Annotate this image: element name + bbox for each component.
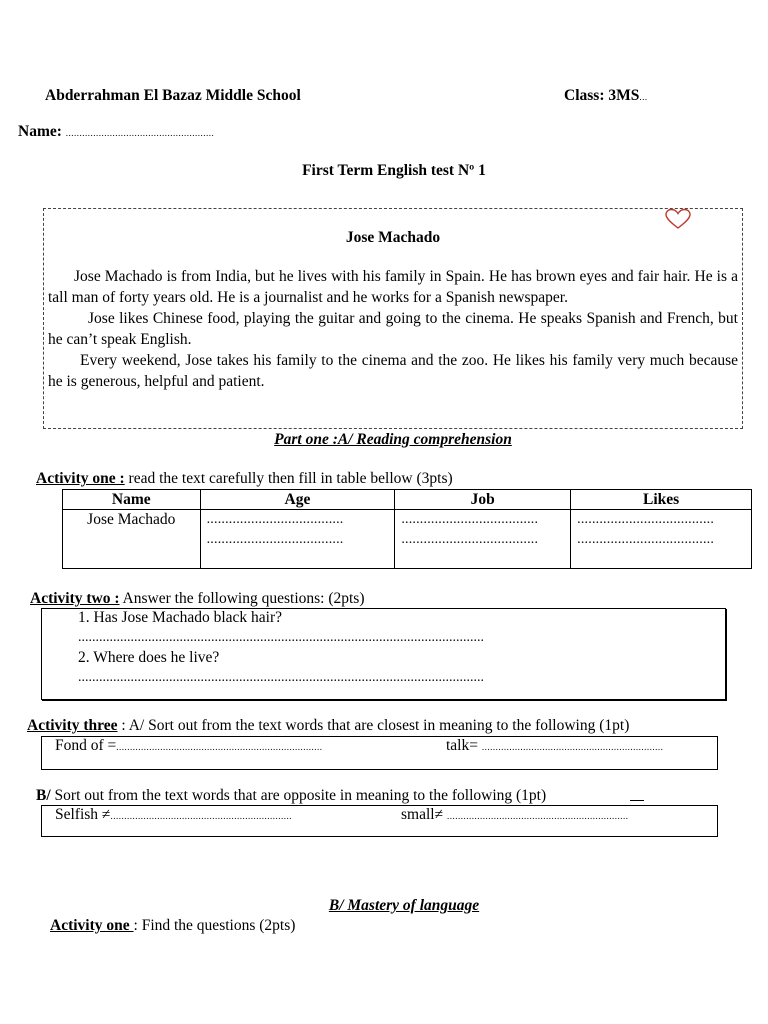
info-table [62, 489, 752, 569]
selfish-label: Selfish ≠ [55, 806, 111, 823]
part-one-heading: Part one :A/ Reading comprehension [274, 431, 512, 448]
table-cell-age[interactable] [200, 510, 395, 569]
talk-dots: .................................................................. [481, 742, 664, 752]
table-header-job: Job [395, 490, 571, 510]
part-b-activity-text: : Find the questions (2pts) [133, 917, 296, 934]
class-field [564, 87, 648, 105]
likes-dots-1: ..................................... [577, 512, 715, 527]
answer-line-1[interactable]: .................................................................................................................... [78, 630, 484, 645]
part-b-activity-one [50, 917, 295, 935]
likes-dots-2: ..................................... [577, 532, 715, 547]
class-label: Class: 3MS [564, 87, 640, 104]
table-header-likes: Likes [571, 490, 752, 510]
selfish-dots: .................................................................. [110, 811, 292, 821]
small-dots: .................................................................. [446, 811, 629, 821]
job-dots-2: ..................................... [401, 532, 539, 547]
table-cell-name: Jose Machado [63, 510, 201, 569]
small-label: small≠ [401, 806, 444, 823]
activity-one-label: Activity one : [36, 470, 125, 487]
talk-field[interactable] [446, 737, 663, 755]
activity-two-text: Answer the following questions: (2pts) [119, 590, 365, 607]
fond-of-dots: ........................................................................... [116, 742, 323, 752]
activity-one-instruction [36, 470, 453, 488]
part-b-heading: B/ Mastery of language [328, 897, 480, 914]
activity-three-text-a: : A/ Sort out from the text words that are closest in meaning to the following (1pt) [117, 717, 630, 734]
reading-paragraph-1: Jose Machado is from India, but he lives with his family in Spain. He has brown eyes and fair hair. He is a tall man of forty years old. He is a journalist and he works for a Spanish newspaper. [48, 268, 738, 306]
table-header-row [63, 490, 752, 510]
reading-paragraph-3: Every weekend, Jose takes his family to the cinema and the zoo. He likes his family very much because he is generous, helpful and patient. [48, 352, 738, 390]
fond-of-label: Fond of = [55, 737, 117, 754]
heart-outline-icon [664, 208, 692, 230]
talk-label: talk= [446, 737, 478, 754]
activity-three-b-label: B/ [36, 787, 51, 804]
age-dots-1: ..................................... [206, 512, 344, 527]
activity-three-text-b: Sort out from the text words that are opposite in meaning to the following (1pt) [50, 787, 547, 804]
question-2: 2. Where does he live? [78, 649, 220, 666]
reading-paragraph-2: Jose likes Chinese food, playing the guitar and going to the cinema. He speaks Spanish and French, but he can’t speak English. [48, 310, 738, 348]
table-cell-likes[interactable] [571, 510, 752, 569]
name-dots: ...................................................... [65, 128, 215, 138]
age-dots-2: ..................................... [206, 532, 344, 547]
question-1: 1. Has Jose Machado black hair? [78, 609, 283, 626]
activity-three-b-instruction [36, 787, 546, 805]
activity-one-text: read the text carefully then fill in table bellow (3pts) [124, 470, 453, 487]
small-field[interactable] [401, 806, 628, 824]
school-name: Abderrahman El Bazaz Middle School [45, 87, 301, 104]
reading-title: Jose Machado [345, 229, 441, 246]
table-header-name: Name [63, 490, 201, 510]
table-row [63, 510, 752, 569]
activity-three-label: Activity three [27, 717, 118, 734]
part-b-activity-label: Activity one [50, 917, 134, 934]
test-title: First Term English test Nº 1 [302, 162, 486, 179]
table-cell-job[interactable] [395, 510, 571, 569]
activity-two-label: Activity two : [30, 590, 120, 607]
name-label: Name: [18, 123, 62, 140]
fond-of-field[interactable] [55, 737, 323, 755]
activity-two-instruction [30, 590, 365, 608]
underline-mark [630, 790, 644, 801]
selfish-field[interactable] [55, 806, 292, 824]
activity-three-instruction [27, 717, 629, 735]
table-header-age: Age [200, 490, 395, 510]
answer-line-2[interactable]: .................................................................................................................... [78, 670, 484, 685]
job-dots-1: ..................................... [401, 512, 539, 527]
class-dots: ... [639, 92, 648, 102]
name-field [18, 123, 214, 141]
